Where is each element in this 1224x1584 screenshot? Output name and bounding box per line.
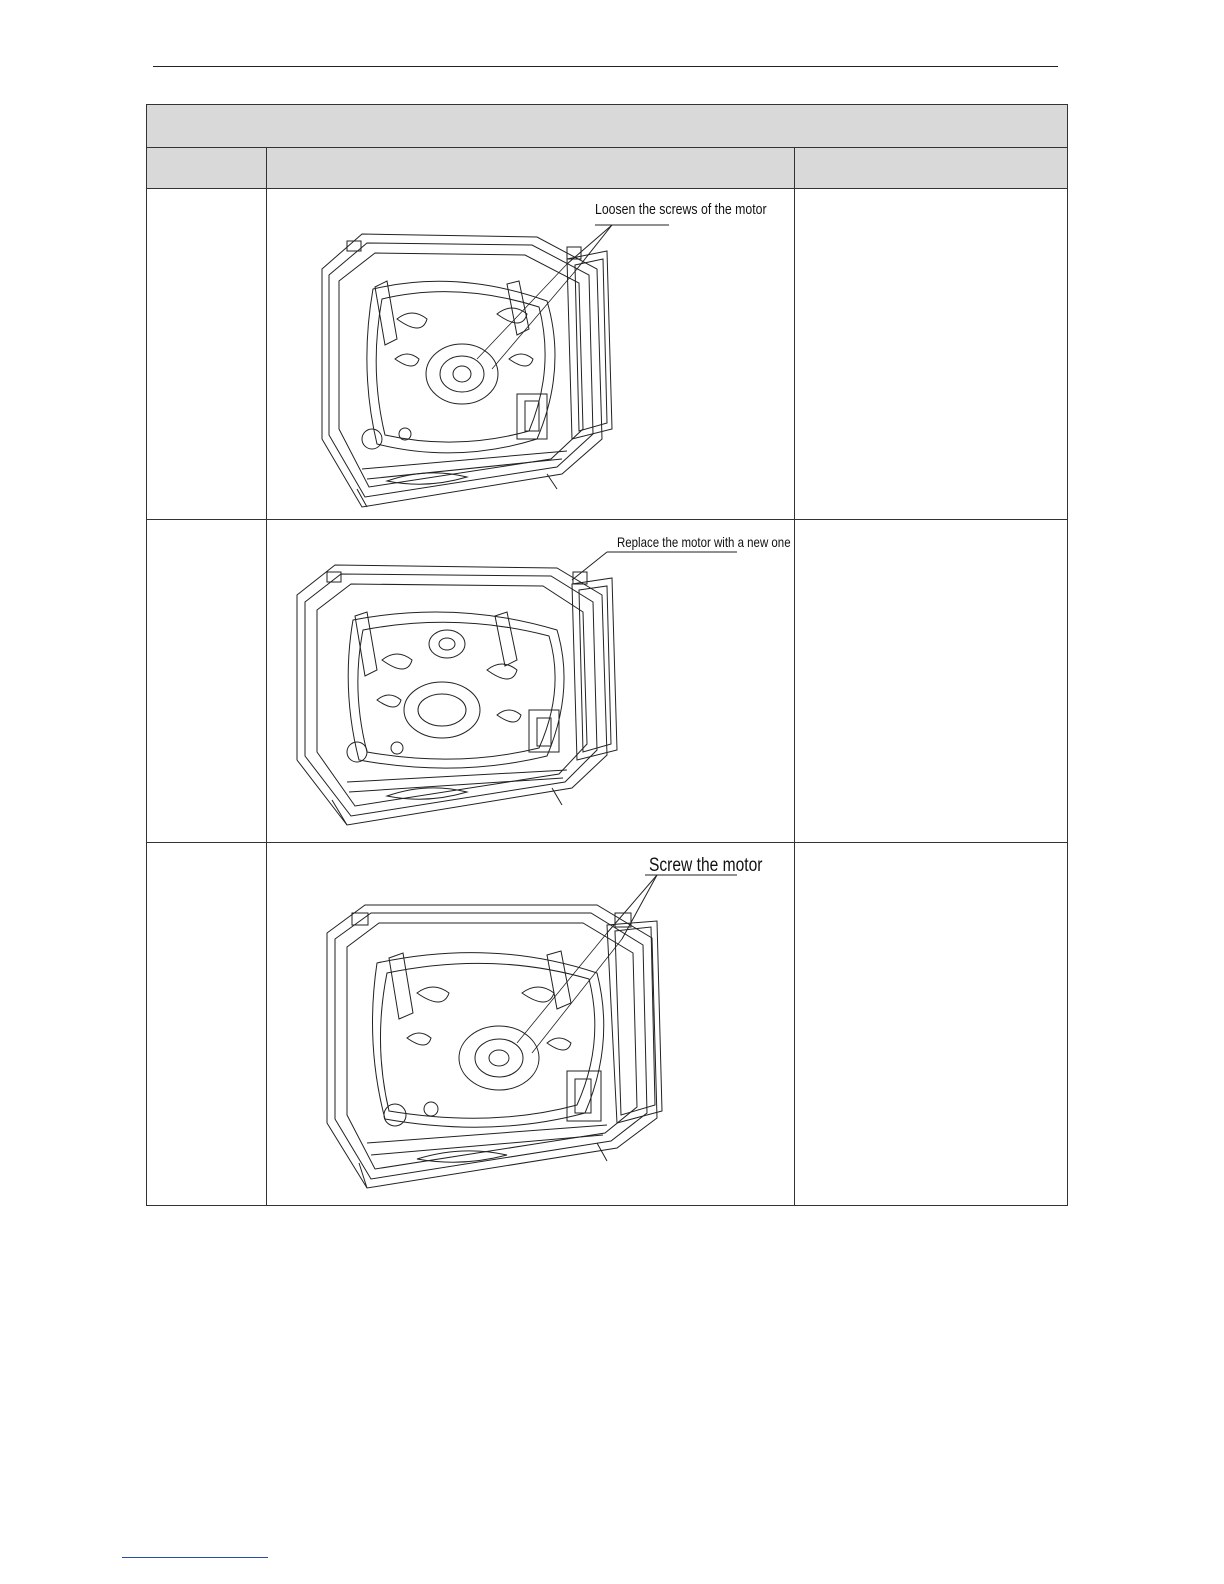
note-cell: [795, 843, 1068, 1206]
cassette-unit-drawing-1: [267, 189, 795, 519]
table-row: [147, 843, 1068, 1206]
figure-cell: [267, 843, 795, 1206]
column-header-step: [147, 148, 267, 189]
cassette-unit-drawing-3: [267, 843, 795, 1205]
footer-rule: [122, 1557, 268, 1558]
step-cell: [147, 189, 267, 520]
step-cell: [147, 520, 267, 843]
figure-cell: [267, 189, 795, 520]
procedure-table: [146, 104, 1068, 1206]
table-row: [147, 189, 1068, 520]
step-cell: [147, 843, 267, 1206]
figure-callout: Replace the motor with a new one: [617, 534, 791, 550]
column-header-figure: [267, 148, 795, 189]
note-cell: [795, 189, 1068, 520]
note-cell: [795, 520, 1068, 843]
figure-callout: Screw the motor: [649, 855, 763, 876]
header-rule: [153, 66, 1058, 67]
column-header-note: [795, 148, 1068, 189]
table-title: [147, 105, 1068, 148]
figure-cell: [267, 520, 795, 843]
table-row: [147, 520, 1068, 843]
cassette-unit-drawing-2: [267, 520, 795, 842]
figure-callout: Loosen the screws of the motor: [595, 201, 767, 218]
